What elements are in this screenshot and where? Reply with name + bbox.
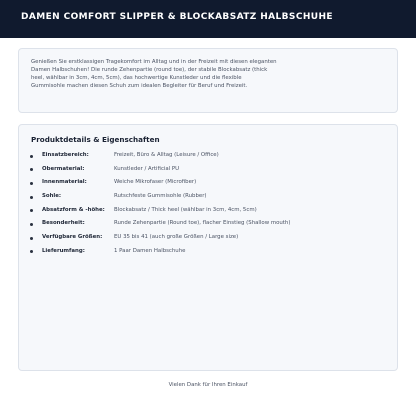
spec-item-innenmaterial — [30, 176, 390, 190]
spec-label: Innenmaterial: — [42, 179, 87, 186]
spec-label: Lieferumfang: — [42, 247, 85, 254]
spec-value: Blockabsatz / Thick heel (wählbar in 3cm, 4cm, 5cm) — [114, 206, 257, 213]
spec-item-absatz — [30, 204, 390, 218]
spec-value: Runde Zehenpartie (Round toe), flacher Einstieg (Shallow mouth) — [114, 220, 291, 227]
bullet-icon — [30, 237, 33, 240]
spec-value: EU 35 bis 41 (auch große Größen / Large size) — [114, 234, 239, 241]
spec-item-obermaterial — [30, 163, 390, 177]
spec-item-groessen — [30, 231, 390, 245]
spec-label: Obermaterial: — [42, 165, 85, 172]
spec-value: Kunstleder / Artificial PU — [114, 165, 180, 172]
bullet-icon — [30, 209, 33, 212]
spec-item-einsatzbereich — [30, 149, 390, 163]
spec-label: Sohle: — [42, 193, 62, 200]
bullet-icon — [30, 168, 33, 171]
spec-value: Rutschfeste Gummisohle (Rubber) — [114, 193, 207, 200]
spec-value: Freizeit, Büro & Alltag (Leisure / Office) — [114, 152, 219, 158]
intro-card — [18, 48, 398, 113]
bullet-icon — [30, 223, 33, 226]
spec-list — [30, 149, 390, 259]
page-title: DAMEN COMFORT SLIPPER & BLOCKABSATZ HALBSCHUHE — [21, 12, 333, 22]
bullet-icon — [30, 182, 33, 185]
bullet-icon — [30, 155, 33, 158]
intro-description: Genießen Sie erstklassigen Tragekomfort im Alltag und in der Freizeit mit diesen eleganten Damen Halbschuhen! Die runde Zehenpartie (round toe), der stabile Blockabsatz (thick heel, wählbar in 3cm, 4cm, 5cm), das hochwertige Kunstleder und die flexible Gummisohle machen diesen Schuh zum idealen Begleiter für Beruf und Freizeit. — [31, 59, 277, 89]
product-details-card — [18, 124, 398, 371]
spec-label: Absatzform & -höhe: — [42, 206, 105, 213]
spec-item-sohle — [30, 190, 390, 204]
bullet-icon — [30, 196, 33, 199]
spec-value: Weiche Mikrofaser (Microfiber) — [114, 179, 197, 186]
spec-item-besonderheit — [30, 217, 390, 231]
spec-label: Verfügbare Größen: — [42, 234, 103, 241]
page-header — [0, 0, 416, 38]
bullet-icon — [30, 250, 33, 253]
footer-thanks: Vielen Dank für Ihren Einkauf — [168, 382, 248, 388]
spec-value: 1 Paar Damen Halbschuhe — [114, 247, 186, 254]
spec-item-lieferumfang — [30, 245, 390, 259]
details-heading: Produktdetails & Eigenschaften — [31, 135, 160, 144]
spec-label: Einsatzbereich: — [42, 152, 89, 158]
spec-label: Besonderheit: — [42, 220, 85, 227]
